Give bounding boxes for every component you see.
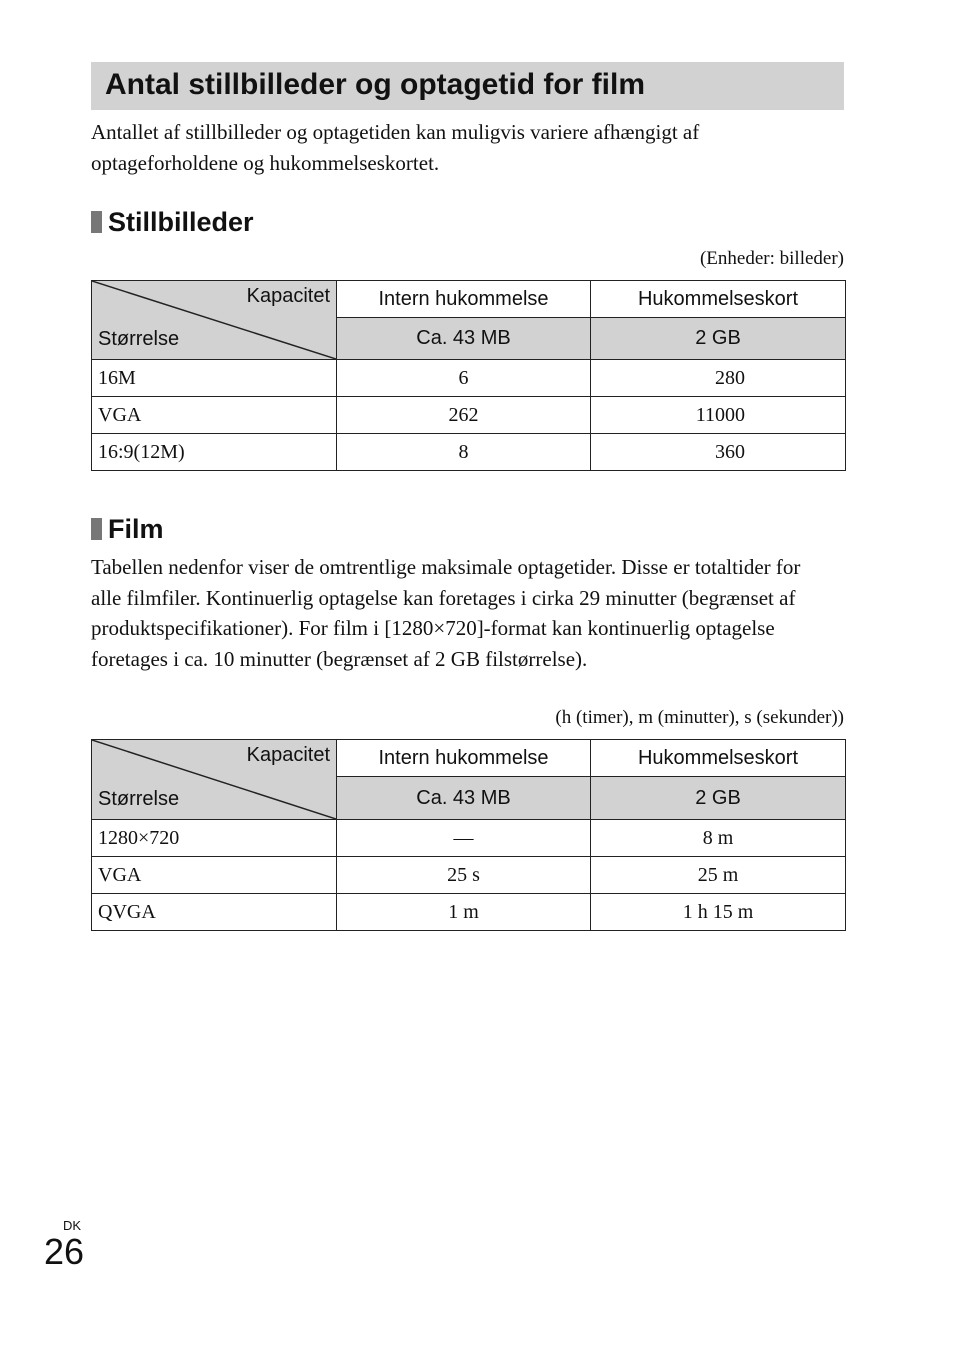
section-marker-icon <box>91 211 102 233</box>
table-row <box>92 397 846 434</box>
row-internal: — <box>337 820 591 857</box>
still-sub-card: 2 GB <box>591 318 846 360</box>
film-corner-cell <box>92 740 337 820</box>
row-internal: 25 s <box>337 857 591 894</box>
film-col-internal: Intern hukommelse <box>337 740 591 777</box>
table-row <box>92 857 846 894</box>
still-corner-size: Størrelse <box>98 328 180 350</box>
row-card: 11000 <box>591 397 846 434</box>
still-heading <box>91 206 254 238</box>
film-heading <box>91 513 164 545</box>
film-corner-capacity: Kapacitet <box>246 744 330 766</box>
film-sub-internal: Ca. 43 MB <box>337 777 591 820</box>
still-corner-capacity: Kapacitet <box>246 285 330 307</box>
row-card: 1 h 15 m <box>591 894 846 931</box>
table-row <box>92 434 846 471</box>
row-size: 16:9(12M) <box>92 434 337 471</box>
still-col-card: Hukommelseskort <box>591 281 846 318</box>
film-corner-size: Størrelse <box>98 788 180 810</box>
row-size: 16M <box>92 360 337 397</box>
row-internal: 8 <box>337 434 591 471</box>
table-row <box>92 360 846 397</box>
row-size: 1280×720 <box>92 820 337 857</box>
row-size: VGA <box>92 857 337 894</box>
row-card: 360 <box>591 434 846 471</box>
row-card: 25 m <box>591 857 846 894</box>
still-sub-internal: Ca. 43 MB <box>337 318 591 360</box>
still-heading-label: Stillbilleder <box>108 207 254 237</box>
table-row <box>92 820 846 857</box>
table-row <box>92 894 846 931</box>
still-unit-note: (Enheder: billeder) <box>699 248 844 269</box>
still-table <box>91 280 846 471</box>
row-size: VGA <box>92 397 337 434</box>
row-internal: 1 m <box>337 894 591 931</box>
section-marker-icon <box>91 518 102 540</box>
row-card: 280 <box>591 360 846 397</box>
film-paragraph: Tabellen nedenfor viser de omtrentlige maksimale optagetider. Disse er totaltider for alle filmfiler. Kontinuerlig optagelse kan foretages i cirka 29 minutter (begrænset af produktspecifikationer). For film i [1280×720]-format kan kontinuerlig optagelse foretages i ca. 10 minutter (begrænset af 2 GB filstørrelse). <box>91 555 801 671</box>
film-col-card: Hukommelseskort <box>591 740 846 777</box>
row-size: QVGA <box>92 894 337 931</box>
language-code: DK <box>63 1218 82 1233</box>
row-internal: 6 <box>337 360 591 397</box>
film-sub-card: 2 GB <box>591 777 846 820</box>
page-title: Antal stillbilleder og optagetid for film <box>91 62 844 110</box>
film-heading-label: Film <box>108 514 164 544</box>
still-corner-cell <box>92 281 337 360</box>
page-number: 26 <box>44 1231 85 1272</box>
still-col-internal: Intern hukommelse <box>337 281 591 318</box>
row-card: 8 m <box>591 820 846 857</box>
film-unit-note: (h (timer), m (minutter), s (sekunder)) <box>555 707 844 728</box>
row-internal: 262 <box>337 397 591 434</box>
intro-paragraph: Antallet af stillbilleder og optagetiden kan muligvis variere afhængigt af optageforholdene og hukommelseskortet. <box>91 120 700 175</box>
film-table <box>91 739 846 931</box>
